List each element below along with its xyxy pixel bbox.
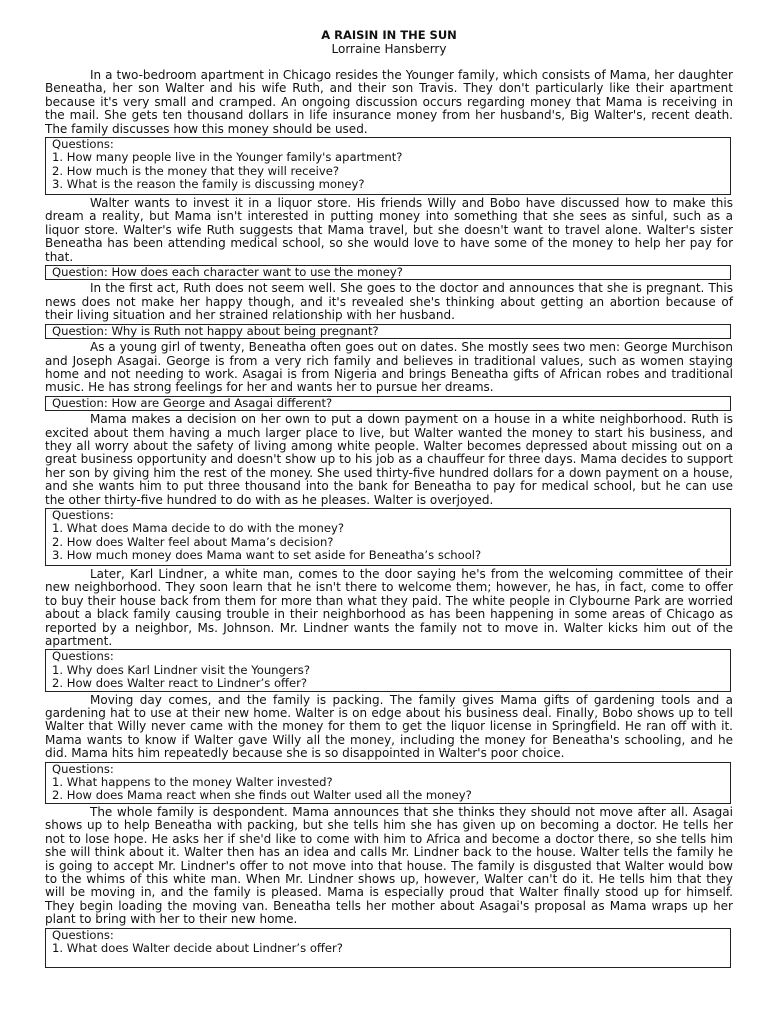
questions-heading: Questions: xyxy=(52,761,114,776)
sections-container xyxy=(45,69,733,968)
question-item: 2. How does Walter react to Lindner’s offer? xyxy=(52,676,308,691)
paragraph-text: In the first act, Ruth does not seem well. She goes to the doctor and announces that she is pregnant. This news does not make her happy though, and it's revealed she's thinking about getting an abortion because of their living situation and her strained relationship with her husband. xyxy=(45,281,733,323)
paragraph-text: Later, Karl Lindner, a white man, comes to the door saying he's from the welcoming committee of their new neighborhood. They soon learn that he isn't there to welcome them; however, he has, in fact, come to offer to buy their house back from them for more than what they paid. The white people in Clybourne Park are worried about a black family causing trouble in their neighborhood as has been happening in some areas of Chicago as reported by a neighbor, Ms. Johnson. Mr. Lindner wants the family not to move in. Walter kicks him out of the apartment. xyxy=(45,566,733,648)
questions-heading: Questions: xyxy=(52,137,114,152)
questions-heading: Questions: xyxy=(52,927,114,942)
questions-box xyxy=(45,762,731,804)
document-author: Lorraine Hansberry xyxy=(331,42,447,56)
worksheet-page xyxy=(45,28,733,970)
questions-box xyxy=(45,324,731,339)
document-title: A RAISIN IN THE SUN xyxy=(321,28,457,42)
questions-heading: Questions: xyxy=(52,649,114,664)
questions-heading: Question: How are George and Asagai different? xyxy=(52,395,333,410)
question-item: 2. How does Mama react when she finds out Walter used all the money? xyxy=(52,788,472,803)
story-paragraph xyxy=(45,341,733,395)
question-item: 1. What happens to the money Walter invested? xyxy=(52,775,333,790)
question-item: 1. How many people live in the Younger family's apartment? xyxy=(52,150,403,165)
questions-box xyxy=(45,508,731,566)
story-paragraph xyxy=(45,197,733,264)
story-paragraph xyxy=(45,568,733,648)
paragraph-text: Moving day comes, and the family is packing. The family gives Mama gifts of gardening tools and a gardening hat to use at their new home. Walter is on edge about his business deal. Finally, Bobo shows up to tell Walter that Willy never came with the money for them to get the liquor license in Springfield. He ran off with it. Mama wants to know if Walter gave Willy all the money, including the money for Beneatha's schooling, and he did. Mama hits him repeatedly because she is so disappointed in Walter's poor choice. xyxy=(45,692,733,761)
story-paragraph xyxy=(45,69,733,136)
question-item: 3. What is the reason the family is discussing money? xyxy=(52,177,365,192)
questions-heading: Question: How does each character want to use the money? xyxy=(52,265,403,280)
question-item: 3. How much money does Mama want to set aside for Beneatha’s school? xyxy=(52,548,482,563)
question-item: 2. How does Walter feel about Mama’s decision? xyxy=(52,534,334,549)
paragraph-text: Mama makes a decision on her own to put a down payment on a house in a white neighborhood. Ruth is excited about them having a much larger place to live, but Walter wanted the money to start his business, and they all worry about the safety of living among white people. Walter becomes depressed about missing out on a great business opportunity and doesn't show up to his job as a chauffeur for three days. Mama decides to support her son by giving him the rest of the money. She used thirty-five hundred dollars for a down payment on a house, and she wants him to put three thousand into the bank for Beneatha to pay for medical school, but he can use the other thirty-five hundred to do with as he pleases. Walter is overjoyed. xyxy=(45,412,733,507)
question-item: 1. What does Walter decide about Lindner’s offer? xyxy=(52,940,343,955)
questions-box xyxy=(45,265,731,280)
question-item: 1. What does Mama decide to do with the money? xyxy=(52,521,345,536)
paragraph-text: As a young girl of twenty, Beneatha often goes out on dates. She mostly sees two men: George Murchison and Joseph Asagai. George is from a very rich family and believes in traditional values, such as women staying home and not needing to work. Asagai is from Nigeria and brings Beneatha gifts of African robes and traditional music. He has strong feelings for her and wants her to pursue her dreams. xyxy=(45,340,733,395)
questions-box xyxy=(45,396,731,411)
questions-box xyxy=(45,649,731,691)
story-paragraph xyxy=(45,282,733,322)
question-item: 1. Why does Karl Lindner visit the Youngers? xyxy=(52,662,310,677)
paragraph-text: In a two-bedroom apartment in Chicago resides the Younger family, which consists of Mama, her daughter Beneatha, her son Walter and his wife Ruth, and their son Travis. They don't particularly like their apartment because it's very small and cramped. An ongoing discussion occurs regarding money that Mama is receiving in the mail. She gets ten thousand dollars in life insurance money from her husband's, Big Walter's, recent death. The family discusses how this money should be used. xyxy=(45,68,733,136)
questions-box xyxy=(45,137,731,195)
paragraph-text: Walter wants to invest it in a liquor store. His friends Willy and Bobo have discussed how to make this dream a reality, but Mama isn't interested in putting money into something that she sees as sinful, such as a liquor store. Walter's wife Ruth suggests that Mama travel, but she doesn't want to travel alone. Walter's sister Beneatha has been attending medical school, so she would love to have some of the money to help her pay for that. xyxy=(45,196,733,264)
story-paragraph xyxy=(45,413,733,507)
paragraph-text: The whole family is despondent. Mama announces that she thinks they should not move after all. Asagai shows up to help Beneatha with packing, but she tells him she has given up on becoming a doctor. He tells her not to lose hope. He asks her if she'd like to come with him to Africa and become a doctor there, so she tells him she will think about it. Walter then has an idea and calls Mr. Lindner back to the house. Walter tells the family he is going to accept Mr. Lindner's offer to not move into that house. The family is disgusted that Walter would bow to the whims of this white man. When Mr. Lindner shows up, however, Walter can't do it. He tells him that they will be moving in, and the family is pleased. Mama is especially proud that Walter finally stood up for himself. They begin loading the moving van. Beneatha tells her mother about Asagai's proposal as Mama wraps up her plant to bring with her to their new home. xyxy=(45,804,733,927)
question-item: 2. How much is the money that they will receive? xyxy=(52,163,340,178)
questions-heading: Questions: xyxy=(52,507,114,522)
questions-box xyxy=(45,928,731,968)
questions-heading: Question: Why is Ruth not happy about being pregnant? xyxy=(52,323,379,338)
story-paragraph xyxy=(45,694,733,761)
story-paragraph xyxy=(45,806,733,927)
